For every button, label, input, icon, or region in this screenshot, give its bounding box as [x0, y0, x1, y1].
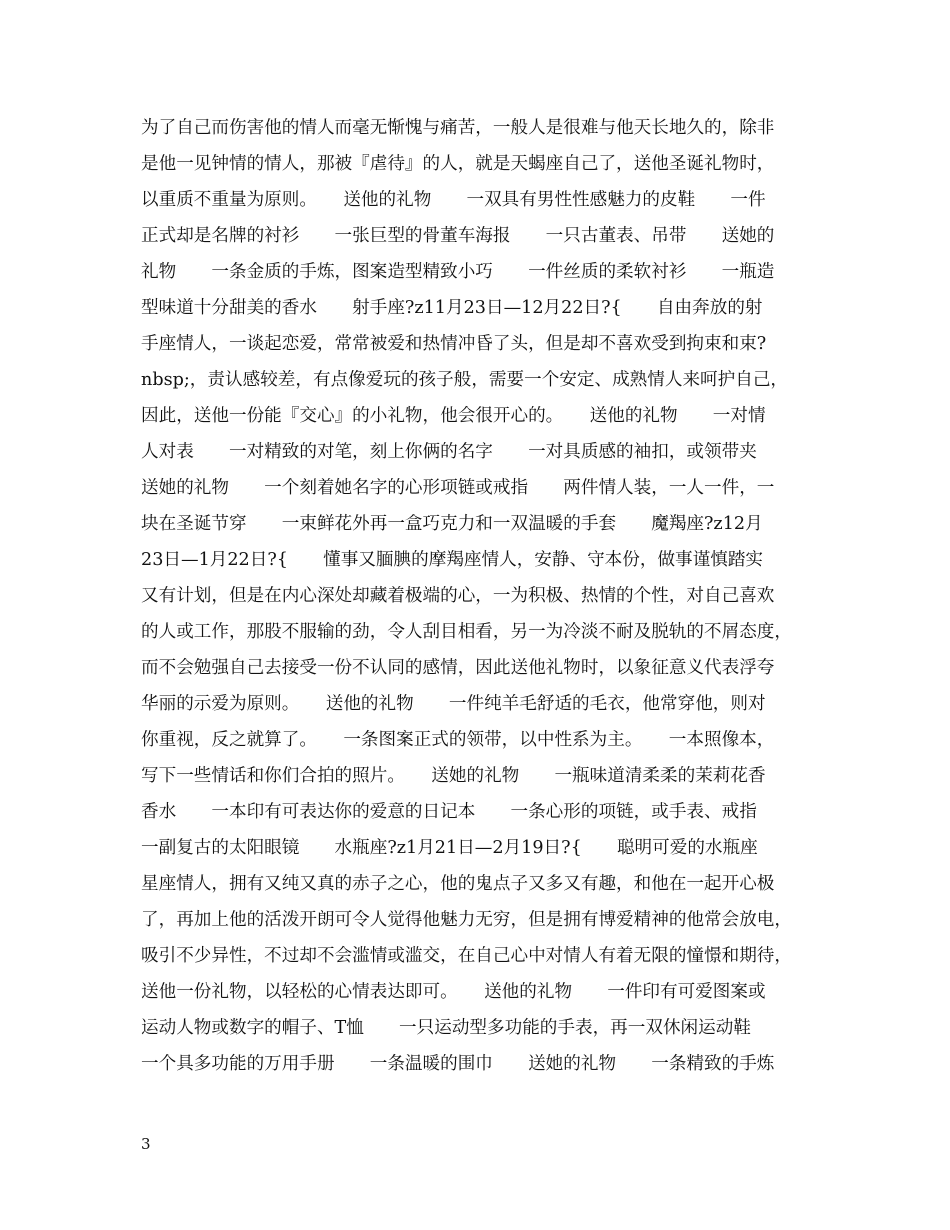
text-line: 送他一份礼物，以轻松的心情表达即可。 送他的礼物 一件印有可爱图案或 [141, 982, 766, 1002]
text-line: 型味道十分甜美的香水 射手座?z11月23日—12月22日?{ 自由奔放的射 [141, 298, 763, 318]
text-line: nbsp;，责认感较差，有点像爱玩的孩子般，需要一个安定、成熟情人来呵护自己， [141, 370, 789, 390]
text-line: 了，再加上他的活泼开朗可令人觉得他魅力无穷，但是拥有博爱精神的他常会放电， [141, 910, 792, 930]
text-line: 你重视，反之就算了。 一条图案正式的领带，以中性系为主。 一本照像本， [141, 730, 775, 750]
text-line: 23日—1月22日?{ 懂事又腼腆的摩羯座情人，安静、守本份，做事谨慎踏实 [141, 550, 764, 570]
text-line: 运动人物或数字的帽子、T恤 一只运动型多功能的手表，再一双休闲运动鞋 [141, 1018, 787, 1038]
text-line: 块在圣诞节穿 一束鲜花外再一盒巧克力和一双温暖的手套 魔羯座?z12月 [141, 514, 763, 534]
text-line: 礼物 一条金质的手炼，图案造型精致小巧 一件丝质的柔软衬衫 一瓶造 [141, 262, 775, 282]
text-line: 香水 一本印有可表达你的爱意的日记本 一条心形的项链，或手表、戒指 [141, 802, 792, 822]
text-line: 写下一些情话和你们合拍的照片。 送她的礼物 一瓶味道清柔柔的茉莉花香 [141, 766, 766, 786]
text-line: 华丽的示爱为原则。 送他的礼物 一件纯羊毛舒适的毛衣，他常穿他，则对 [141, 694, 766, 714]
text-line: 而不会勉强自己去接受一份不认同的感情，因此送他礼物时，以象征意义代表浮夸 [141, 658, 775, 678]
text-line: 以重质不重量为原则。 送他的礼物 一双具有男性性感魅力的皮鞋 一件 [141, 190, 766, 210]
text-line: 一个具多功能的万用手册 一条温暖的围巾 送她的礼物 一条精致的手炼 [141, 1054, 775, 1074]
text-line: 送她的礼物 一个刻着她名字的心形项链或戒指 两件情人装，一人一件，一 [141, 478, 775, 498]
body-text [141, 110, 831, 1082]
text-line: 正式却是名牌的衬衫 一张巨型的骨董车海报 一只古董表、吊带 送她的 [141, 226, 775, 246]
text-line: 的人或工作，那股不服输的劲，令人刮目相看，另一为冷淡不耐及脱轨的不屑态度， [141, 622, 792, 642]
text-line: 手座情人，一谈起恋爱，常常被爱和热情冲昏了头，但是却不喜欢受到拘束和束? [141, 334, 767, 354]
text-line: 又有计划，但是在内心深处却藏着极端的心，一为积极、热情的个性，对自己喜欢 [141, 586, 775, 606]
text-line: 吸引不少异性，不过却不会滥情或滥交，在自己心中对情人有着无限的憧憬和期待， [141, 946, 792, 966]
text-line: 星座情人，拥有又纯又真的赤子之心，他的鬼点子又多又有趣，和他在一起开心极 [141, 874, 775, 894]
text-line: 一副复古的太阳眼镜 水瓶座?z1月21日—2月19日?{ 聪明可爱的水瓶座 [141, 838, 758, 858]
text-line: 为了自己而伤害他的情人而毫无惭愧与痛苦，一般人是很难与他天长地久的，除非 [141, 118, 775, 138]
page-number: 3 [141, 1135, 151, 1153]
text-line: 因此，送他一份能『交心』的小礼物，他会很开心的。 送他的礼物 一对情 [141, 406, 766, 426]
text-line: 人对表 一对精致的对笔，刻上你俩的名字 一对具质感的袖扣，或领带夹 [141, 442, 792, 462]
text-line: 是他一见钟情的情人，那被『虐待』的人，就是天蝎座自己了，送他圣诞礼物时， [141, 154, 775, 174]
